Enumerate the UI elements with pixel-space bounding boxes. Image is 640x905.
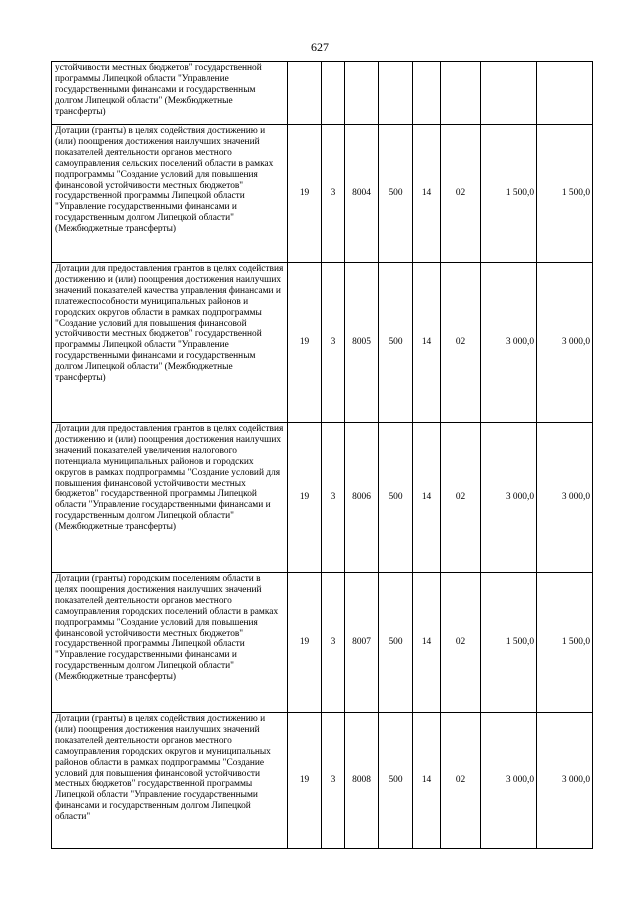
section-code: 3 (322, 713, 345, 849)
subsection-2: 02 (441, 573, 481, 713)
row-description: Дотации (гранты) городским поселениям области в целях поощрения достижения наилучших значений показателей деятельности органов местного самоуправления городских поселений области в рамках подпрограммы "Создание условий для повышения финансовой устойчивости местных бюджетов" государственной программы Липецкой области "Управление государственными финансами и государственным долгом Липецкой области" (Межбюджетные трансферты) (52, 573, 288, 713)
row-description: Дотации для предоставления грантов в целях содействия достижению и (или) поощрения достижения наилучших значений показателей увеличения налогового потенциала муниципальных районов и городских округов в рамках подпрограммы "Создание условий для повышения финансовой устойчивости местных бюджетов" государственной программы Липецкой области "Управление государственными финансами и государственным долгом Липецкой области" (Межбюджетные трансферты) (52, 423, 288, 573)
section-code (322, 62, 345, 125)
amount-1: 1 500,0 (481, 125, 537, 263)
ministry-code: 19 (288, 125, 322, 263)
subsection-2: 02 (441, 263, 481, 423)
ministry-code: 19 (288, 573, 322, 713)
amount-2 (537, 62, 593, 125)
ministry-code: 19 (288, 263, 322, 423)
amount-2: 3 000,0 (537, 713, 593, 849)
section-code: 3 (322, 423, 345, 573)
amount-1: 3 000,0 (481, 423, 537, 573)
amount-1: 3 000,0 (481, 713, 537, 849)
section-code: 3 (322, 125, 345, 263)
ministry-code: 19 (288, 423, 322, 573)
amount-2: 3 000,0 (537, 263, 593, 423)
subsection-2: 02 (441, 713, 481, 849)
subsection-2: 02 (441, 423, 481, 573)
expense-type: 500 (379, 125, 413, 263)
amount-1 (481, 62, 537, 125)
amount-2: 1 500,0 (537, 573, 593, 713)
subsection-1 (413, 62, 441, 125)
expense-type: 500 (379, 263, 413, 423)
table-row (52, 423, 593, 573)
table-row (52, 125, 593, 263)
table-row (52, 573, 593, 713)
expense-type (379, 62, 413, 125)
ministry-code (288, 62, 322, 125)
target-code: 8006 (345, 423, 379, 573)
subsection-1: 14 (413, 573, 441, 713)
target-code: 8007 (345, 573, 379, 713)
row-description: Дотации (гранты) в целях содействия достижению и (или) поощрения достижения наилучших значений показателей деятельности органов местного самоуправления городских округов и муниципальных районов области в рамках подпрограммы "Создание условий для повышения финансовой устойчивости местных бюджетов" государственной программы Липецкой области "Управление государственными финансами и государственным долгом Липецкой области" (52, 713, 288, 849)
amount-2: 1 500,0 (537, 125, 593, 263)
ministry-code: 19 (288, 713, 322, 849)
subsection-1: 14 (413, 263, 441, 423)
subsection-2: 02 (441, 125, 481, 263)
row-description: Дотации для предоставления грантов в целях содействия достижению и (или) поощрения достижения наилучших значений показателей качества управления финансами и платежеспособности муниципальных районов и городских округов области в рамках подпрограммы "Создание условий для повышения финансовой устойчивости местных бюджетов" государственной программы Липецкой области "Управление государственными финансами и государственным долгом Липецкой области" (Межбюджетные трансферты) (52, 263, 288, 423)
target-code: 8005 (345, 263, 379, 423)
target-code: 8008 (345, 713, 379, 849)
table-row (52, 263, 593, 423)
section-code: 3 (322, 263, 345, 423)
page-number: 627 (311, 40, 329, 54)
row-description: устойчивости местных бюджетов" государственной программы Липецкой области "Управление государственными финансами и государственным долгом Липецкой области" (Межбюджетные трансферты) (52, 62, 288, 125)
expense-type: 500 (379, 713, 413, 849)
subsection-1: 14 (413, 125, 441, 263)
row-description: Дотации (гранты) в целях содействия достижению и (или) поощрения достижения наилучших значений показателей деятельности органов местного самоуправления сельских поселений области в рамках подпрограммы "Создание условий для повышения финансовой устойчивости местных бюджетов" государственной программы Липецкой области "Управление государственными финансами и государственным долгом Липецкой области" (Межбюджетные трансферты) (52, 125, 288, 263)
section-code: 3 (322, 573, 345, 713)
subsection-2 (441, 62, 481, 125)
amount-1: 1 500,0 (481, 573, 537, 713)
expense-type: 500 (379, 573, 413, 713)
expense-type: 500 (379, 423, 413, 573)
table-row (52, 713, 593, 849)
subsection-1: 14 (413, 423, 441, 573)
target-code (345, 62, 379, 125)
subsection-1: 14 (413, 713, 441, 849)
table-row (52, 62, 593, 125)
amount-1: 3 000,0 (481, 263, 537, 423)
budget-table (51, 61, 593, 849)
target-code: 8004 (345, 125, 379, 263)
amount-2: 3 000,0 (537, 423, 593, 573)
